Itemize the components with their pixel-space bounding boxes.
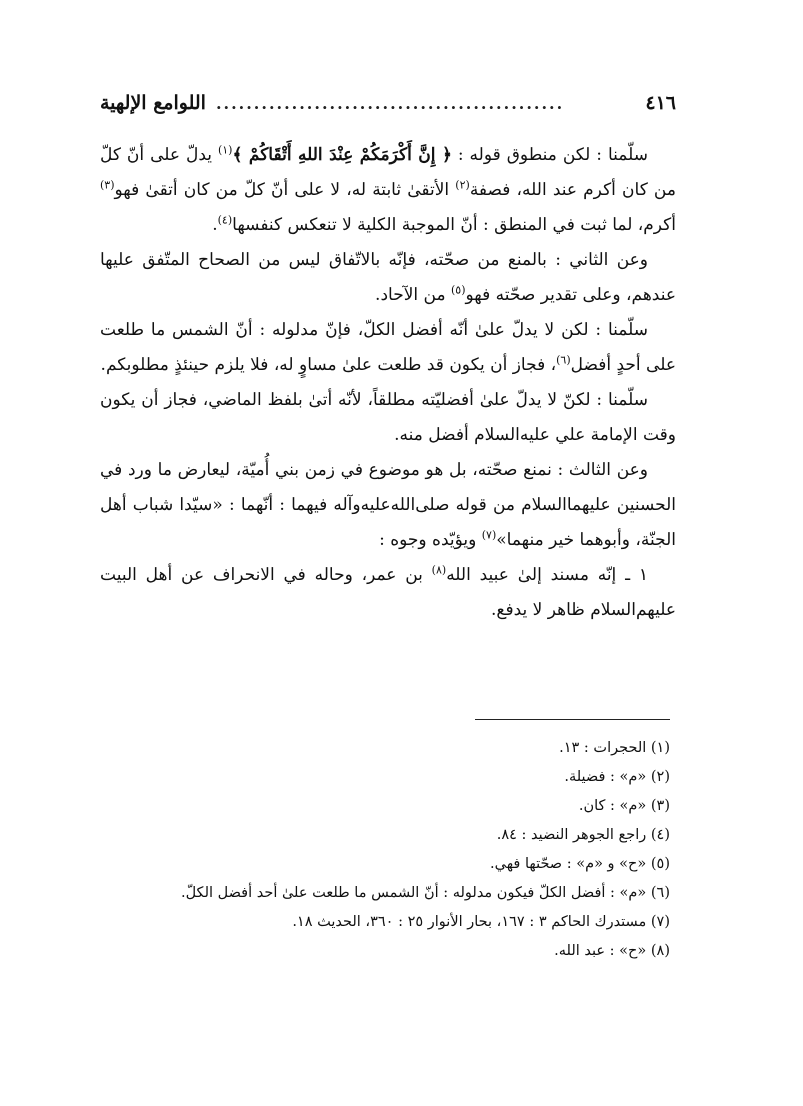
footnote-ref: (٦) bbox=[556, 353, 571, 367]
paragraph-5 bbox=[100, 453, 676, 558]
footnote-ref: (٢) bbox=[455, 178, 470, 192]
footnote-ref: (٤) bbox=[217, 213, 233, 227]
header-leader-dots: .............................................. bbox=[215, 94, 565, 113]
page-number: ٤١٦ bbox=[645, 92, 676, 114]
text-run: وعن الثالث : نمنع صحّته، بل هو موضوع في زمن بني أُميّة، ليعارض ما ورد في الحسنين عليهما‌السلام من قوله صلى‌الله‌عليه‌وآله فيهما : أنّهما : «سيّدا شباب أهل الجنّة، وأبوهما خير منهما» bbox=[100, 460, 676, 550]
text-run: أكرم، لما ثبت في المنطق : أنّ الموجبة الكلية لا تنعكس كنفسها bbox=[232, 215, 676, 235]
text-run: ١ ـ إنّه مسند إلىٰ عبيد الله bbox=[446, 565, 648, 585]
text-run: الأتقىٰ ثابتة له، لا على أنّ كلّ من كان أتقىٰ فهو bbox=[114, 180, 456, 200]
paragraph-3 bbox=[100, 313, 676, 383]
text-run: يدلّ على أنّ كلّ من كان أكرم عند الله، فصفة bbox=[100, 145, 676, 200]
footnote-6: (٦) «م» : أفضل الكلّ فيكون مدلوله : أنّ الشمس ما طلعت علىٰ أحد أفضل الكلّ. bbox=[180, 885, 670, 901]
text-run: ويؤيّده وجوه : bbox=[379, 530, 482, 550]
text-run: سلّمنا : لكن منطوق قوله : bbox=[451, 145, 648, 165]
text-run: سلّمنا : لكن لا يدلّ علىٰ أنّه أفضل الكلّ، فإنّ مدلوله : أنّ الشمس ما طلعت على أحدٍ أفضل bbox=[100, 320, 676, 375]
footnote-ref: (٣) bbox=[100, 178, 115, 192]
footnote-1: (١) الحجرات : ١٣. bbox=[559, 740, 670, 756]
paragraph-2 bbox=[100, 243, 676, 313]
footnote-ref: (١) bbox=[217, 143, 233, 157]
footnote-ref: (٥) bbox=[450, 283, 466, 297]
footnote-separator bbox=[475, 719, 670, 720]
footnotes bbox=[100, 734, 676, 966]
footnote-2: (٢) «م» : فضيلة. bbox=[564, 769, 670, 785]
text-run: وعن الثاني : بالمنع من صحّته، فإنّه بالاتّفاق ليس من الصحاح المتّفق عليها عندهم، وعلى تقدير صحّته فهو bbox=[100, 250, 676, 305]
text-run: ، فجاز أن يكون قد طلعت علىٰ مساوٍ له، فلا يلزم حينئذٍ مطلوبكم. bbox=[100, 355, 557, 375]
footnote-8: (٨) «ح» : عبد الله. bbox=[554, 943, 670, 959]
text-run: بن عمر، وحاله في الانحراف عن أهل البيت عليهم‌السلام ظاهر لا يدفع. bbox=[100, 565, 676, 620]
main-text bbox=[100, 138, 676, 628]
paragraph-6 bbox=[100, 558, 676, 628]
text-run: من الآحاد. bbox=[375, 285, 451, 305]
footnote-3: (٣) «م» : كان. bbox=[578, 798, 670, 814]
footnote-7: (٧) مستدرك الحاكم ٣ : ١٦٧، بحار الأنوار ٢٥ : ٣٦٠، الحديث ١٨. bbox=[292, 914, 670, 930]
footnote-ref: (٨) bbox=[431, 563, 447, 577]
book-title: اللوامع الإلهية bbox=[100, 92, 206, 114]
footnote-5: (٥) «ح» و «م» : صحّتها فهي. bbox=[490, 856, 670, 872]
paragraph-4 bbox=[100, 383, 676, 453]
running-header bbox=[100, 92, 676, 114]
text-run: . bbox=[212, 215, 218, 235]
paragraph-1 bbox=[100, 138, 676, 243]
quran-verse: ﴿ إِنَّ أَكْرَمَكُمْ عِنْدَ اللهِ أَتْقَاكُمْ ﴾ bbox=[232, 145, 452, 165]
footnote-4: (٤) راجع الجوهر النضيد : ٨٤. bbox=[496, 827, 670, 843]
footnote-ref: (٧) bbox=[481, 528, 497, 542]
text-run: سلّمنا : لكنّ لا يدلّ علىٰ أفضليّته مطلقاً، لأنّه أتىٰ بلفظ الماضي، فجاز أن يكون وقت الإمامة علي عليه‌السلام أفضل منه. bbox=[100, 390, 676, 445]
